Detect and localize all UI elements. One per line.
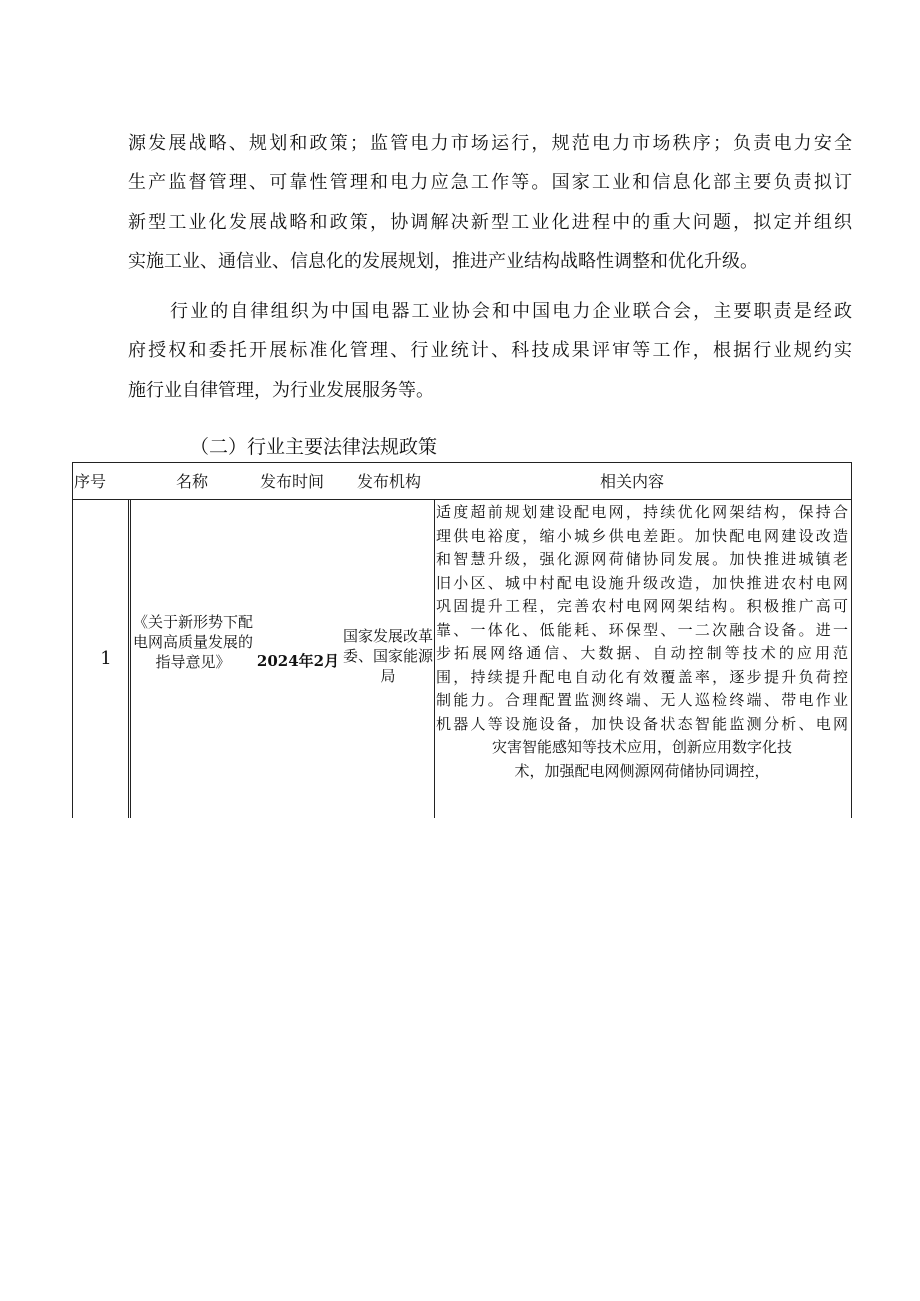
content-line: 靠、一体化、低能耗、环保型、一二次融合设备。进一: [436, 620, 848, 639]
content-line: 步拓展网络通信、大数据、自动控制等技术的应用范: [436, 644, 848, 662]
column-divider: [130, 500, 131, 818]
content-line: 巩固提升工程，完善农村电网网架结构。积极推广高可: [436, 597, 848, 615]
column-divider: [128, 500, 129, 818]
paragraph-line: 实施工业、通信业、信息化的发展规划，推进产业结构战略性调整和优化升级。: [128, 251, 758, 273]
header-date: 发布时间: [259, 472, 324, 491]
body-paragraph-1: [128, 124, 852, 282]
paragraph-line: 施行业自律管理，为行业发展服务等。: [128, 379, 434, 401]
policy-org: 国家发展改革委、国家能源局: [342, 627, 433, 685]
paragraph-line: 生产监督管理、可靠性管理和电力应急工作等。国家工业和信息化部主要负责拟订: [128, 172, 852, 194]
content-line: 术，加强配电网侧源网荷储协同调控，: [514, 761, 770, 780]
content-line: 理供电裕度，缩小城乡供电差距。加快配电网建设改造: [436, 526, 848, 545]
header-content: 相关内容: [599, 472, 664, 491]
row-number: 1: [100, 648, 112, 669]
header-num: 序号: [73, 472, 106, 491]
section-heading: （二）行业主要法律法规政策: [190, 436, 438, 458]
content-line: 旧小区、城中村配电设施升级改造，加快推进农村电网: [436, 573, 848, 592]
header-org: 发布机构: [356, 472, 421, 491]
content-line: 围，持续提升配电自动化有效覆盖率，逐步提升负荷控: [436, 667, 848, 686]
policy-name: 《关于新形势下配电网高质量发展的指导意见》: [132, 613, 253, 671]
content-line: 和智慧升级，强化源网荷储协同发展。加快推进城镇老: [436, 550, 848, 568]
body-paragraph-2: [128, 292, 852, 410]
content-line: 适度超前规划建设配电网，持续优化网架结构，保持合: [436, 503, 848, 521]
paragraph-line: 府授权和委托开展标准化管理、行业统计、科技成果评审等工作，根据行业规约实: [128, 340, 852, 362]
content-line: 机器人等设施设备，加快设备状态智能监测分析、电网: [436, 714, 848, 733]
table-right-border: [851, 462, 852, 818]
column-divider: [434, 500, 435, 818]
content-line: 灾害智能感知等技术应用，创新应用数字化技: [491, 738, 792, 756]
content-line: 制能力。合理配置监测终端、无人巡检终端、带电作业: [436, 691, 848, 709]
paragraph-line: 行业的自律组织为中国电器工业协会和中国电力企业联合会，主要职责是经政: [170, 301, 852, 322]
paragraph-line: 新型工业化发展战略和政策，协调解决新型工业化进程中的重大问题，拟定并组织: [128, 211, 852, 233]
policy-table: [72, 462, 852, 818]
policy-date: 2024年2月: [256, 652, 340, 670]
header-name: 名称: [175, 472, 208, 491]
policy-content: [436, 501, 848, 783]
paragraph-line: 源发展战略、规划和政策；监管电力市场运行，规范电力市场秩序；负责电力安全: [128, 133, 852, 154]
table-left-border: [72, 462, 73, 818]
